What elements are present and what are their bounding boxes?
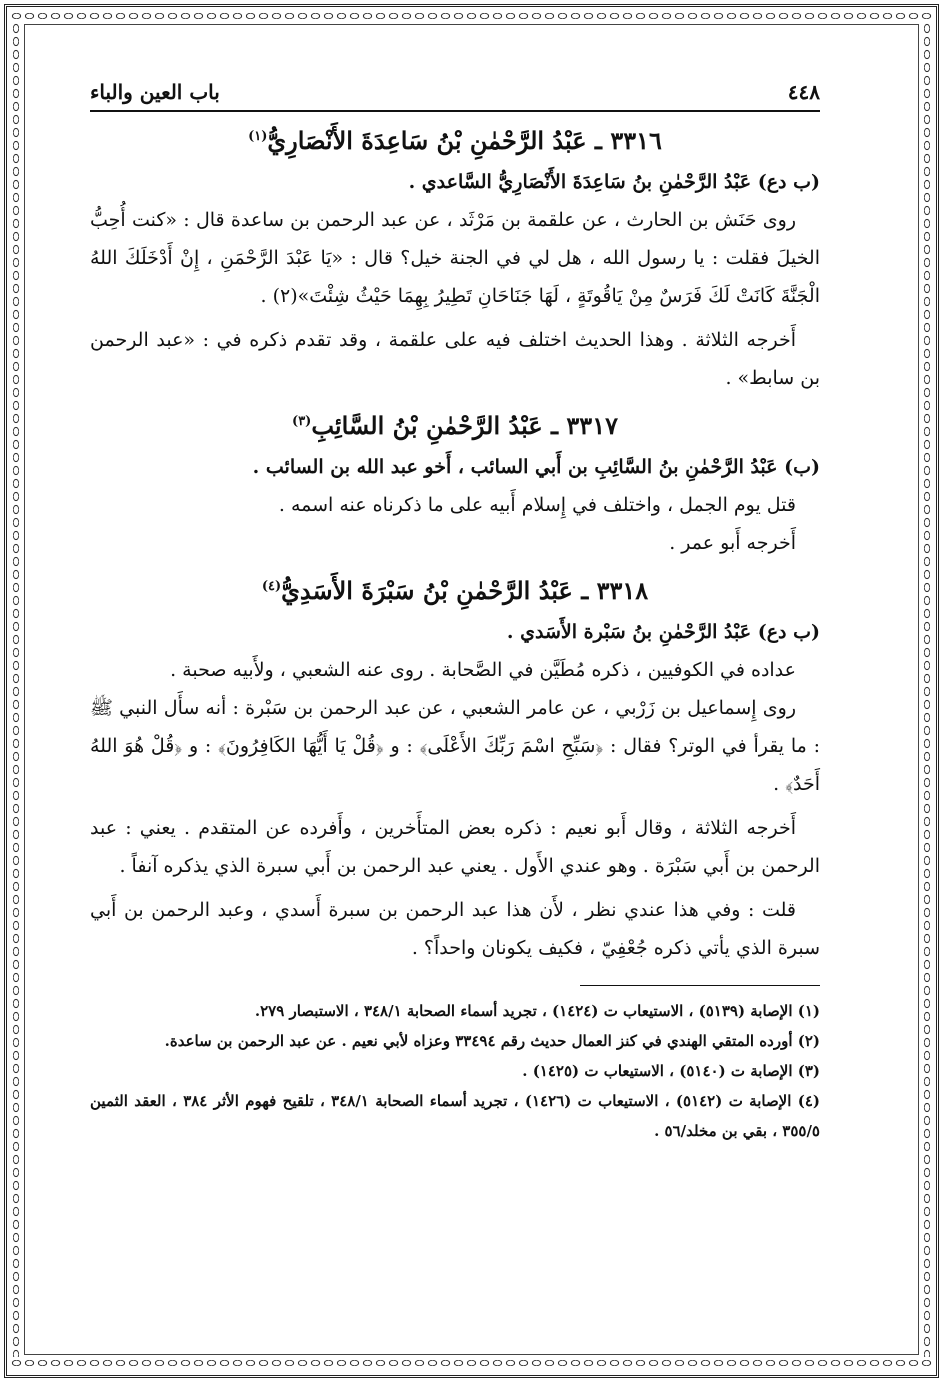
decorative-border-top [10, 10, 933, 22]
footnote: (٤) الإصابة ت (٥١٤٢) ، الاستيعاب ت (١٤٢٦) ، تجريد أسماء الصحابة ٣٤٨/١ ، تلقيح فهوم الأثر ٣٨٤ ، العقد الثمين ٣٥٥/٥ ، بقي بن مخلد/٥٦ . [90, 1092, 821, 1140]
paragraph: عداده في الكوفيين ، ذكره مُطَيَّن في الصَّحابة . روى عنه الشعبي ، ولأَبيه صحبة . [170, 659, 796, 681]
paragraph: قلت : وفي هذا عندي نظر ، لأَن هذا عبد الرحمن بن سبرة أَسدي ، وعبد الرحمن بن أَبي سبرة الذي يأتي ذكره جُعْفِيّ ، فكيف يكونان واحداً؟ . [90, 899, 820, 959]
paragraph: أَخرجه أَبو عمر . [669, 532, 796, 554]
footnote: (١) الإصابة (٥١٣٩) ، الاستيعاب ت (١٤٢٤) ، تجريد أسماء الصحابة ٣٤٨/١ ، الاستبصار ٢٧٩. [254, 1002, 820, 1020]
footnote: (٣) الإصابة ت (٥١٤٠) ، الاستيعاب ت (١٤٢٥) . [522, 1062, 820, 1080]
chapter-title: باب العين والباء [90, 80, 220, 104]
footnote-ref: (٣) [292, 414, 312, 429]
entry-title-3316: ٣٣١٦ ـ عَبْدُ الرَّحْمٰنِ بْنُ سَاعِدَةَ الأَنْصَارِيُّ$^{(١)}$ [248, 126, 662, 155]
footnote-divider [580, 985, 820, 986]
page-content [90, 80, 820, 1146]
entry-lead: (ب) عَبْدُ الرَّحْمٰنِ بنُ السَّائِبِ بن أَبي السائب ، أَخو عبد الله بن السائب . [252, 456, 820, 478]
paragraph: قتل يوم الجمل ، واختلف في إِسلام أَبيه على ما ذكرناه عنه اسمه . [278, 494, 796, 516]
running-header [90, 80, 820, 112]
paragraph: روى حَنَش بن الحارث ، عن علقمة بن مَرْثَد ، عن عبد الرحمن بن ساعدة قال : «كنت أُحِبُّ الخيلَ فقلت : يا رسول الله ، هل لي في الجنة خيل؟ قال : «يَا عَبْدَ الرَّحْمَنِ ، إِنْ أَدْخَلَكَ اللهُ الْجَنَّةَ كَانَتْ لَكَ فَرَسٌ مِنْ يَاقُوتَةٍ ، لَهَا جَنَاحَانِ تَطِيرُ بِهِمَا حَيْثُ شِئْتَ»(٢) . [90, 209, 820, 307]
entry-title-3317: ٣٣١٧ ـ عَبْدُ الرَّحْمٰنِ بْنُ السَّائِبِ$^{(٣)}$ [292, 411, 618, 440]
paragraph: روى إِسماعيل بن زَرْبي ، عن عامر الشعبي ، عن عبد الرحمن بن سَبْرة : أنه سأَل النبي ﷺ : ما يقرأ في الوتر؟ فقال : ﴿سَبِّحِ اسْمَ رَبِّكَ الأَعْلَى﴾ : و ﴿قُلْ يَا أَيُّهَا الكَافِرُونَ﴾ : و ﴿قُلْ هُوَ اللهُ أَحَدٌ﴾ . [90, 697, 820, 795]
footnote-ref: (٤) [261, 579, 282, 594]
decorative-border-right [921, 22, 933, 1357]
entry-title-3318: ٣٣١٨ ـ عَبْدُ الرَّحْمٰنِ بْنُ سَبْرَةَ الأَسَدِيُّ$^{(٤)}$ [261, 576, 649, 605]
paragraph: أَخرجه الثلاثة . وهذا الحديث اختلف فيه على علقمة ، وقد تقدم ذكره في : «عبد الرحمن بن سابط» . [90, 329, 820, 389]
entry-lead: (ب دع) عَبْدُ الرَّحْمٰنِ بنُ سَاعِدَةَ الأَنْصَارِيُّ السَّاعدي . [408, 171, 820, 193]
footnote-ref: (١) [248, 129, 268, 144]
decorative-border-bottom [10, 1357, 933, 1369]
footnote: (٢) أورده المتقي الهندي في كنز العمال حديث رقم ٣٣٤٩٤ وعزاه لأبي نعيم . عن عبد الرحمن بن ساعدة. [164, 1032, 820, 1050]
entry-lead: (ب دع) عَبْدُ الرَّحْمٰنِ بنُ سَبْرة الأَسَدي . [506, 621, 820, 643]
decorative-border-left [10, 22, 22, 1357]
page-number: ٤٤٨ [787, 80, 820, 104]
paragraph: أَخرجه الثلاثة ، وقال أَبو نعيم : ذكره بعض المتأَخرين ، وأَفرده عن المتقدم . يعني : عبد الرحمن بن أَبي سَبْرَة . وهو عندي الأَول . يعني عبد الرحمن بن أَبي سبرة الذي يذكره آنفاً . [90, 817, 820, 877]
